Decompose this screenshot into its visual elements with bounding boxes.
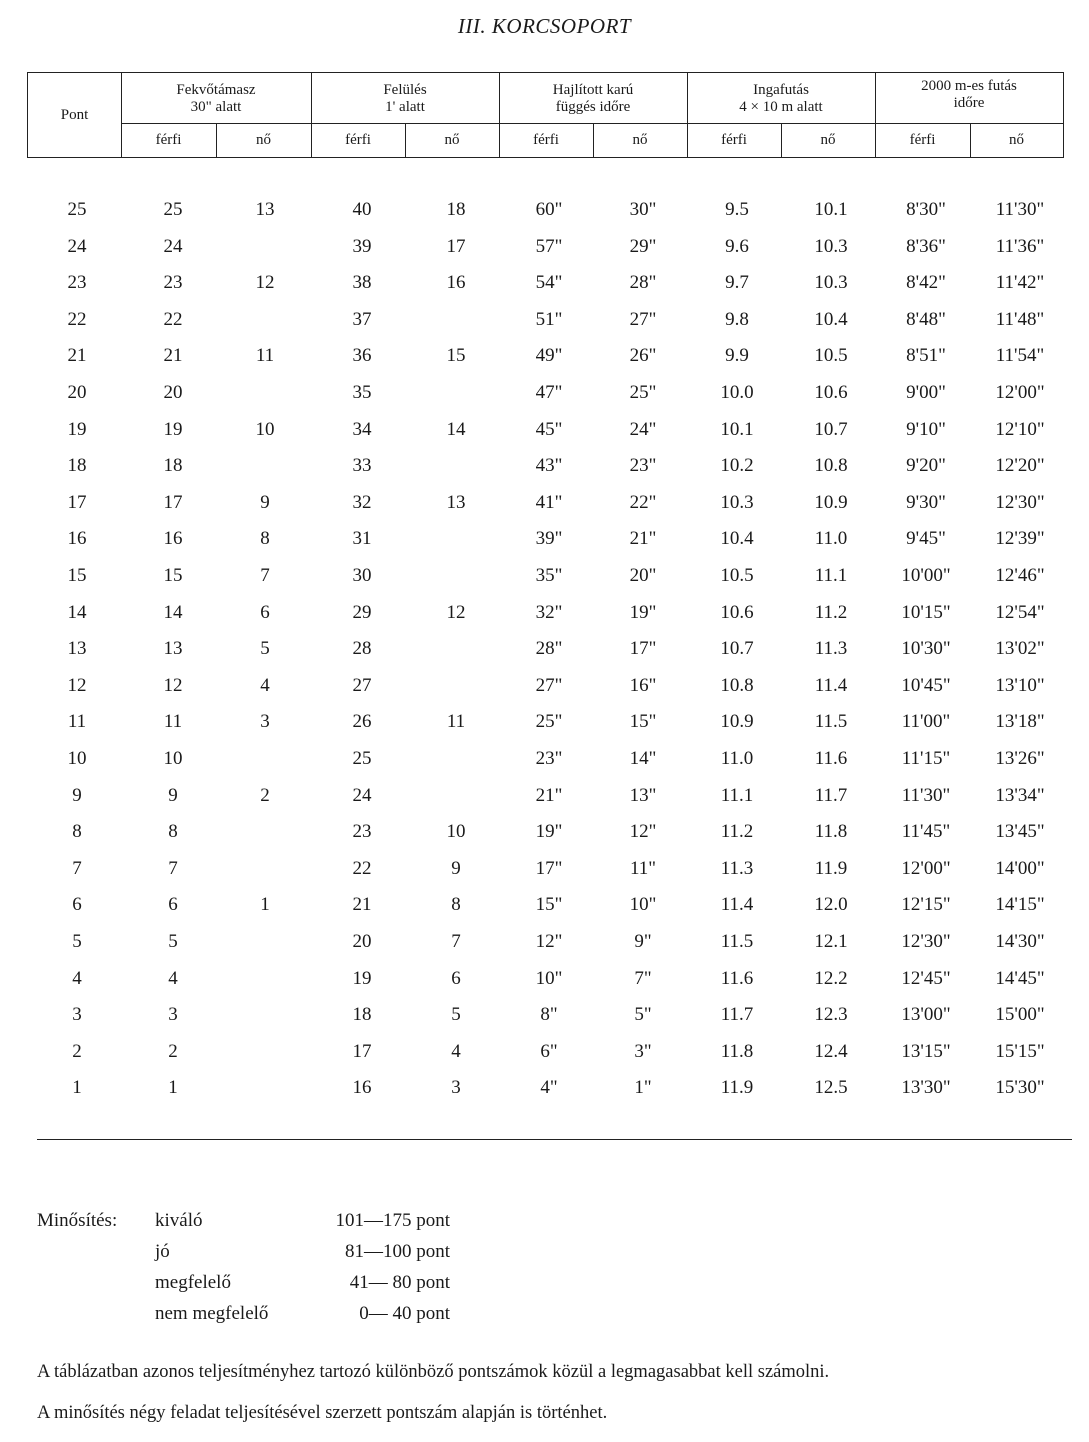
table-cell: 8": [540, 1004, 558, 1026]
table-cell: 23: [352, 821, 372, 843]
table-cell: 10: [163, 748, 183, 769]
table-cell: 9.8: [725, 308, 749, 330]
table-cell: 1": [634, 1077, 652, 1099]
table-cell: 21: [352, 894, 372, 916]
table-cell: 18: [446, 199, 466, 220]
table-cell: 9'30": [906, 491, 946, 513]
table-cell: 11.1: [814, 565, 848, 586]
table-cell: 15'15": [995, 1040, 1045, 1062]
table-cell: 4": [540, 1077, 558, 1099]
header-group-label: Fekvőtámasz: [176, 82, 256, 98]
table-cell: 3": [634, 1040, 652, 1062]
table-cell: 10.6: [720, 601, 754, 623]
table-cell: 36: [352, 345, 372, 367]
table-cell: 18: [163, 455, 183, 477]
table-cell: 9: [168, 784, 178, 806]
table-cell: 8'51": [906, 345, 946, 367]
table-cell: 25: [163, 199, 183, 220]
table-cell: 6: [260, 601, 270, 623]
header-group-sublabel: 4 × 10 m alatt: [739, 99, 823, 115]
table-cell: 11.5: [720, 931, 754, 952]
table-cell: 7: [451, 931, 461, 952]
pont-cell: 24: [67, 235, 87, 257]
table-cell: 12'30": [995, 491, 1045, 513]
header-group-hang: [499, 77, 687, 121]
table-cell: 12: [255, 272, 275, 294]
table-cell: 57": [535, 235, 563, 257]
pont-cell: 23: [67, 272, 87, 294]
table-cell: 12'45": [901, 967, 951, 989]
table-cell: 2: [260, 784, 270, 806]
table-cell: 19": [535, 821, 563, 843]
table-cell: 16: [352, 1077, 372, 1099]
table-cell: 10.9: [720, 711, 754, 733]
table-cell: 28": [535, 638, 563, 660]
table-cell: 12'46": [995, 565, 1045, 586]
table-cell: 5: [260, 638, 270, 660]
table-cell: 12": [629, 821, 657, 843]
table-cell: 11'30": [995, 199, 1045, 220]
table-cell: 3: [451, 1077, 461, 1099]
pont-cell: 16: [67, 528, 87, 550]
header-group-sublabel: időre: [953, 95, 985, 111]
table-cell: 17": [629, 638, 657, 660]
table-cell: 17: [163, 491, 183, 513]
table-cell: 9.5: [725, 199, 749, 220]
header-group-label: Felülés: [383, 82, 427, 98]
table-cell: 10.2: [720, 455, 754, 477]
qualification-label: Minősítés:: [37, 1210, 118, 1231]
header-group-label: Hajlított karú: [552, 82, 634, 98]
table-cell: 30": [629, 199, 657, 220]
table-cell: 34: [352, 418, 372, 440]
table-cell: 10.8: [814, 455, 848, 477]
table-cell: 3: [168, 1004, 178, 1026]
table-cell: 14'45": [995, 967, 1045, 989]
table-cell: 20: [163, 382, 183, 403]
table-cell: 5": [634, 1004, 652, 1026]
table-cell: 11.6: [720, 967, 754, 989]
table-cell: 12'00": [995, 382, 1045, 403]
table-cell: 13'15": [901, 1040, 951, 1062]
table-cell: 11.0: [814, 528, 848, 550]
table-cell: 13'18": [995, 711, 1045, 733]
pont-cell: 3: [72, 1004, 82, 1026]
table-cell: 10.3: [720, 491, 754, 513]
table-cell: 13'02": [995, 638, 1045, 660]
qualification-range: 41— 80 pont: [349, 1272, 450, 1293]
table-header: [27, 72, 1064, 158]
header-sub-ferfi: férfi: [345, 132, 371, 148]
table-cell: 10.5: [720, 565, 754, 586]
table-cell: 9'00": [906, 382, 946, 403]
pont-cell: 14: [67, 601, 87, 623]
table-cell: 49": [535, 345, 563, 367]
pont-cell: 17: [67, 491, 87, 513]
table-cell: 26": [629, 345, 657, 367]
table-cell: 10.4: [720, 528, 754, 550]
table-cell: 7": [634, 967, 652, 989]
table-cell: 11.2: [814, 601, 848, 623]
table-cell: 27": [535, 674, 563, 696]
table-cell: 11.4: [720, 894, 754, 916]
table-cell: 11.9: [720, 1077, 754, 1099]
table-cell: 1: [168, 1077, 178, 1099]
table-cell: 37: [352, 308, 372, 330]
table-cell: 7: [168, 857, 178, 879]
table-cell: 8'42": [906, 272, 946, 294]
table-cell: 8'30": [906, 199, 946, 220]
qualification-range: 101—175 pont: [335, 1210, 450, 1231]
table-cell: 11'36": [995, 235, 1045, 257]
table-cell: 13'00": [901, 1004, 951, 1026]
table-cell: 45": [535, 418, 563, 440]
header-group-sublabel: 30" alatt: [190, 99, 242, 115]
table-cell: 22": [629, 491, 657, 513]
table-cell: 22: [352, 857, 372, 879]
table-cell: 10'45": [901, 674, 951, 696]
table-cell: 12'10": [995, 418, 1045, 440]
table-cell: 12.5: [814, 1077, 848, 1099]
table-cell: 15: [446, 345, 466, 367]
header-group-sublabel: 1' alatt: [385, 99, 425, 115]
table-cell: 25": [629, 382, 657, 403]
pont-cell: 20: [67, 382, 87, 403]
header-sub-no: nő: [1009, 132, 1024, 148]
table-cell: 13'45": [995, 821, 1045, 843]
table-cell: 11.7: [720, 1004, 754, 1026]
table-cell: 15": [535, 894, 563, 916]
table-cell: 11.6: [814, 748, 848, 769]
table-cell: 11.3: [814, 638, 848, 660]
table-cell: 10": [629, 894, 657, 916]
table-cell: 8: [260, 528, 270, 550]
table-cell: 12'15": [901, 894, 951, 916]
header-group-situps: [311, 77, 499, 121]
pont-cell: 8: [72, 821, 82, 843]
table-cell: 6: [168, 894, 178, 916]
table-cell: 10: [446, 821, 466, 843]
table-cell: 33: [352, 455, 372, 477]
table-cell: 16": [629, 674, 657, 696]
table-cell: 11'30": [901, 784, 951, 806]
table-cell: 11.2: [720, 821, 754, 843]
table-cell: 11'54": [995, 345, 1045, 367]
header-group-label: Ingafutás: [753, 82, 809, 98]
table-cell: 15'00": [995, 1004, 1045, 1026]
table-cell: 4: [260, 674, 270, 696]
table-cell: 12: [163, 674, 183, 696]
qualification-name: nem megfelelő: [155, 1303, 269, 1324]
header-group-shuttle: [687, 77, 875, 121]
table-cell: 10.6: [814, 382, 848, 403]
pont-cell: 18: [67, 455, 87, 477]
header-group-label: 2000 m-es futás: [921, 78, 1017, 94]
qualification-name: kiváló: [155, 1210, 203, 1231]
header-pont: Pont: [60, 106, 89, 123]
table-cell: 10": [535, 967, 563, 989]
table-cell: 15: [163, 565, 183, 586]
page-title: III. KORCSOPORT: [457, 14, 632, 38]
table-cell: 22: [163, 308, 183, 330]
table-cell: 35: [352, 382, 372, 403]
table-cell: 4: [451, 1040, 461, 1062]
table-cell: 11'00": [901, 711, 951, 733]
table-cell: 10.9: [814, 491, 848, 513]
table-cell: 47": [535, 382, 563, 403]
table-cell: 10.0: [720, 382, 754, 403]
table-cell: 8: [451, 894, 461, 916]
table-cell: 17: [446, 235, 466, 257]
table-cell: 10.1: [814, 199, 848, 220]
table-cell: 40: [352, 199, 372, 220]
table-cell: 12'54": [995, 601, 1045, 623]
table-cell: 10.8: [720, 674, 754, 696]
table-cell: 16: [446, 272, 466, 294]
table-cell: 10'00": [901, 565, 951, 586]
table-cell: 9: [451, 857, 461, 879]
table-cell: 11.3: [720, 857, 754, 879]
table-cell: 6: [451, 967, 461, 989]
pont-cell: 1: [72, 1077, 82, 1099]
table-cell: 11'42": [995, 272, 1045, 294]
pont-cell: 15: [67, 565, 87, 586]
table-cell: 15'30": [995, 1077, 1045, 1099]
table-cell: 11.5: [814, 711, 848, 733]
table-cell: 14: [163, 601, 183, 623]
table-cell: 14: [446, 418, 466, 440]
table-cell: 13'10": [995, 674, 1045, 696]
table-cell: 12.1: [814, 931, 848, 952]
table-cell: 29: [352, 601, 372, 623]
header-sub-no: nő: [820, 132, 836, 148]
header-sub-no: nő: [256, 132, 271, 148]
table-cell: 11.4: [814, 674, 848, 696]
table-cell: 21: [163, 345, 183, 367]
table-cell: 41": [535, 491, 563, 513]
divider: [37, 1139, 1072, 1140]
table-cell: 26: [352, 711, 372, 733]
pont-cell: 25: [67, 199, 87, 220]
table-cell: 13: [446, 491, 466, 513]
header-sub-no: nő: [632, 132, 648, 148]
table-cell: 2: [168, 1040, 178, 1062]
table-cell: 19": [629, 601, 657, 623]
table-cell: 12'39": [995, 528, 1045, 550]
table-cell: 11'45": [901, 821, 951, 843]
table-cell: 11: [255, 345, 275, 367]
table-cell: 39: [352, 235, 372, 257]
table-cell: 23": [629, 455, 657, 477]
table-cell: 10.4: [814, 308, 848, 330]
table-cell: 12'30": [901, 931, 951, 952]
table-cell: 5: [451, 1004, 461, 1026]
table-cell: 21": [535, 784, 563, 806]
pont-cell: 4: [72, 967, 82, 989]
table-cell: 11.9: [814, 857, 848, 879]
table-cell: 12: [446, 601, 466, 623]
header-group-sublabel: függés időre: [555, 99, 631, 115]
header-sub-ferfi: férfi: [533, 132, 559, 148]
table-cell: 32: [352, 491, 372, 513]
table-cell: 12.3: [814, 1004, 848, 1026]
table-cell: 11.8: [814, 821, 848, 843]
table-cell: 9'10": [906, 418, 946, 440]
table-cell: 12.0: [814, 894, 848, 916]
table-cell: 18: [352, 1004, 372, 1026]
table-cell: 28: [352, 638, 372, 660]
footnote: A táblázatban azonos teljesítményhez tartozó különböző pontszámok közül a legmagasabbat kell számolni.: [37, 1362, 830, 1382]
pont-cell: 12: [67, 674, 87, 696]
pont-cell: 22: [67, 308, 87, 330]
table-cell: 11.7: [814, 784, 848, 806]
table-cell: 27: [352, 674, 372, 696]
table-cell: 6": [540, 1040, 558, 1062]
table-cell: 25: [352, 748, 372, 769]
table-cell: 10: [255, 418, 275, 440]
pont-cell: 13: [67, 638, 87, 660]
table-cell: 31: [352, 528, 372, 550]
table-cell: 19: [352, 967, 372, 989]
table-cell: 32": [535, 601, 563, 623]
table-cell: 13'34": [995, 784, 1045, 806]
table-cell: 12'20": [995, 455, 1045, 477]
table-cell: 24": [629, 418, 657, 440]
table-cell: 14'00": [995, 857, 1045, 879]
table-cell: 8: [168, 821, 178, 843]
table-cell: 13": [629, 784, 657, 806]
table-cell: 13: [255, 199, 275, 220]
table-cell: 11: [163, 711, 183, 733]
table-cell: 10.3: [814, 272, 848, 294]
table-cell: 10'30": [901, 638, 951, 660]
table-cell: 12": [535, 931, 563, 952]
table-cell: 30: [352, 565, 372, 586]
table-cell: 11'15": [901, 748, 951, 769]
table-cell: 43": [535, 455, 563, 477]
table-cell: 9: [260, 491, 270, 513]
table-cell: 23: [163, 272, 183, 294]
qualification-range: 0— 40 pont: [359, 1303, 450, 1324]
table-cell: 3: [260, 711, 270, 733]
table-cell: 35": [535, 565, 563, 586]
table-cell: 10.3: [814, 235, 848, 257]
table-cell: 10.1: [720, 418, 754, 440]
header-group-pushups: [121, 77, 311, 121]
table-cell: 11'48": [995, 308, 1045, 330]
table-cell: 11.1: [720, 784, 754, 806]
pont-cell: 19: [67, 418, 87, 440]
table-cell: 15": [629, 711, 657, 733]
table-cell: 60": [535, 199, 563, 220]
header-sub-ferfi: férfi: [721, 132, 747, 148]
table-cell: 25": [535, 711, 563, 733]
table-cell: 10.7: [814, 418, 848, 440]
table-cell: 11: [446, 711, 466, 733]
pont-cell: 21: [67, 345, 87, 367]
table-cell: 9'45": [906, 528, 946, 550]
pont-cell: 10: [67, 748, 87, 769]
pont-cell: 5: [72, 931, 82, 952]
table-cell: 10'15": [901, 601, 951, 623]
table-cell: 20": [629, 565, 657, 586]
table-cell: 54": [535, 272, 563, 294]
header-sub-ferfi: férfi: [155, 132, 182, 148]
table-cell: 7: [260, 565, 270, 586]
table-cell: 11": [629, 857, 657, 879]
table-cell: 9": [634, 931, 652, 952]
pont-cell: 6: [72, 894, 82, 916]
header-sub-no: nő: [444, 132, 460, 148]
table-cell: 8'48": [906, 308, 946, 330]
table-cell: 10.5: [814, 345, 848, 367]
pont-cell: 2: [72, 1040, 82, 1062]
table-cell: 12'00": [901, 857, 951, 879]
table-cell: 12.2: [814, 967, 848, 989]
header-sub-ferfi: férfi: [909, 132, 936, 148]
qualification-name: jó: [155, 1241, 170, 1262]
table-cell: 11.0: [720, 748, 754, 769]
table-cell: 17": [535, 857, 563, 879]
table-cell: 4: [168, 967, 178, 989]
pont-cell: 11: [67, 711, 87, 733]
table-cell: 29": [629, 235, 657, 257]
table-cell: 17: [352, 1040, 372, 1062]
table-cell: 14'30": [995, 931, 1045, 952]
table-cell: 14": [629, 748, 657, 769]
table-cell: 5: [168, 931, 178, 952]
qualification-name: megfelelő: [155, 1272, 231, 1293]
pont-cell: 7: [72, 857, 82, 879]
qualification-range: 81—100 pont: [344, 1241, 450, 1262]
table-cell: 27": [629, 308, 657, 330]
table-cell: 19: [163, 418, 183, 440]
table-cell: 11.8: [720, 1040, 754, 1062]
table-cell: 8'36": [906, 235, 946, 257]
table-cell: 16: [163, 528, 183, 550]
table-cell: 10.7: [720, 638, 754, 660]
table-cell: 12.4: [814, 1040, 848, 1062]
pont-cell: 9: [72, 784, 82, 806]
header-group-2000m: [875, 73, 1063, 117]
table-cell: 24: [163, 235, 183, 257]
table-cell: 39": [535, 528, 563, 550]
table-cell: 13: [163, 638, 183, 660]
table-cell: 1: [260, 894, 270, 916]
table-cell: 13'26": [995, 748, 1045, 769]
table-cell: 24: [352, 784, 372, 806]
table-cell: 14'15": [995, 894, 1045, 916]
table-cell: 38: [352, 272, 372, 294]
table-cell: 9'20": [906, 455, 946, 477]
table-cell: 28": [629, 272, 657, 294]
table-cell: 21": [629, 528, 657, 550]
table-cell: 9.6: [725, 235, 749, 257]
table-cell: 51": [535, 308, 563, 330]
footnote: A minősítés négy feladat teljesítésével szerzett pontszám alapján is történhet.: [37, 1403, 608, 1423]
table-cell: 9.9: [725, 345, 749, 367]
table-cell: 9.7: [725, 272, 749, 294]
table-cell: 20: [352, 931, 372, 952]
table-cell: 13'30": [901, 1077, 951, 1099]
table-cell: 23": [535, 748, 563, 769]
